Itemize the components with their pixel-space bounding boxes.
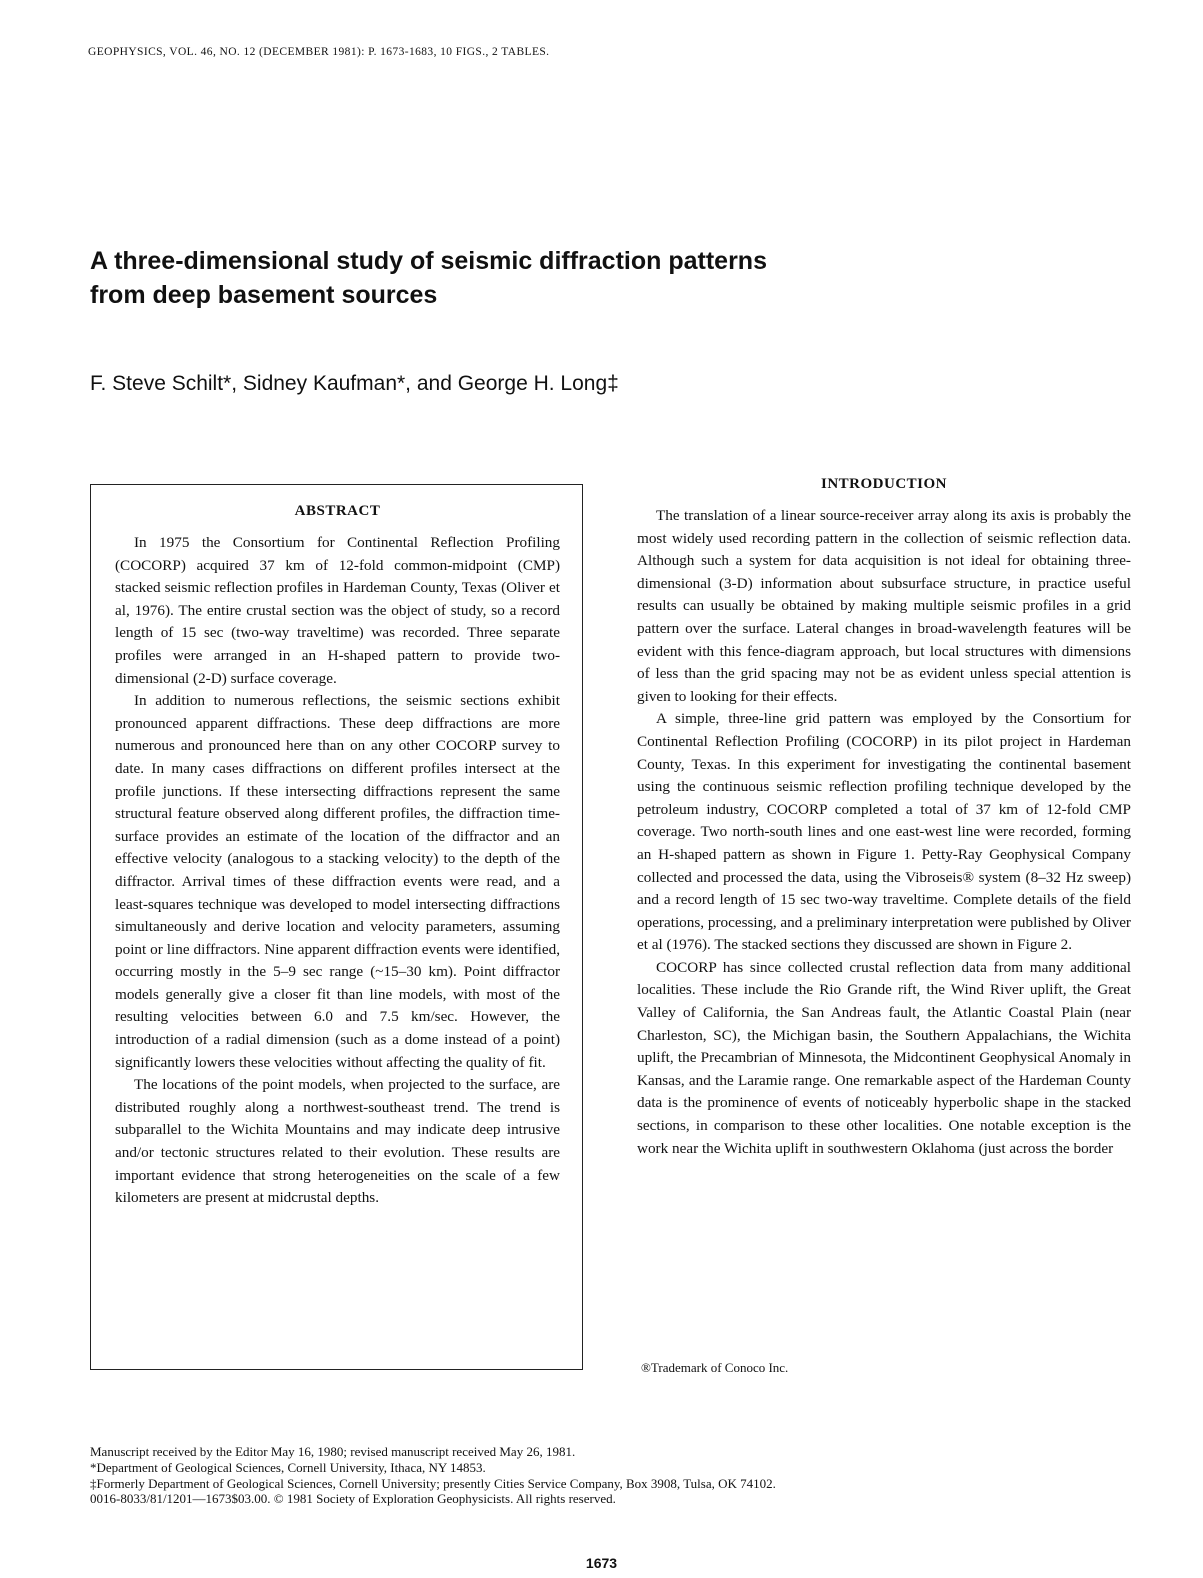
copyright-note: 0016-8033/81/1201—1673$03.00. © 1981 Society of Exploration Geophysicists. All rights reserved. xyxy=(90,1491,616,1507)
abstract-box xyxy=(90,484,583,1370)
affiliation-note: ‡Formerly Department of Geological Sciences, Cornell University; presently Cities Service Company, Box 3908, Tulsa, OK 74102. xyxy=(90,1475,776,1491)
introduction-section xyxy=(637,476,1131,1160)
affiliation-note: *Department of Geological Sciences, Cornell University, Ithaca, NY 14853. xyxy=(90,1459,486,1475)
introduction-paragraph: A simple, three-line grid pattern was employed by the Consortium for Continental Reflection Profiling (COCORP) in its pilot project in Hardeman County, Texas. In this experiment for investigating the continental basement using the continuous seismic reflection profiling technique developed by the petroleum industry, COCORP completed a total of 37 km of 12-fold CMP coverage. Two north-south lines and one east-west line were recorded, forming an H-shaped pattern as shown in Figure 1. Petty-Ray Geophysical Company collected and processed the data, using the Vibroseis® system (8–32 Hz sweep) and a record length of 15 sec two-way traveltime. Complete details of the field operations, processing, and a preliminary interpretation were published by Oliver et al (1976). The stacked sections they discussed are shown in Figure 2. xyxy=(637,710,1131,954)
title-line-2: from deep basement sources xyxy=(90,281,438,309)
page-number: 1673 xyxy=(585,1555,618,1571)
abstract-paragraph: In 1975 the Consortium for Continental Reflection Profiling (COCORP) acquired 37 km of 12-fold common-midpoint (CMP) stacked seismic reflection profiles in Hardeman County, Texas (Oliver et al, 1976). The entire crustal section was the object of study, so a record length of 15 sec (two-way traveltime) was recorded. Three separate profiles were arranged in an H-shaped pattern to provide two-dimensional (2-D) surface coverage. xyxy=(115,534,560,687)
abstract-paragraph: The locations of the point models, when projected to the surface, are distributed roughly along a northwest-southeast trend. The trend is subparallel to the Wichita Mountains and may indicate deep intrusive and/or tectonic structures related to their evolution. These results are important evidence that strong heterogeneities on the scale of a few kilometers are present at midcrustal depths. xyxy=(115,1076,560,1207)
introduction-paragraph: The translation of a linear source-receiver array along its axis is probably the most widely used recording pattern in the collection of seismic reflection data. Although such a system for data acquisition is not ideal for obtaining three-dimensional (3-D) information about subsurface structure, in practice useful results can usually be obtained by making multiple seismic profiles in a grid pattern over the surface. Lateral changes in broad-wavelength features will be evident with this fence-diagram approach, but local structures with dimensions of less than the grid spacing may not be as evident unless special attention is given to looking for their effects. xyxy=(637,507,1131,705)
author-list: F. Steve Schilt*, Sidney Kaufman*, and George H. Long‡ xyxy=(90,372,619,395)
abstract-heading: ABSTRACT xyxy=(294,503,381,519)
trademark-footnote: ®Trademark of Conoco Inc. xyxy=(641,1360,789,1375)
running-head: GEOPHYSICS, VOL. 46, NO. 12 (DECEMBER 1981): P. 1673-1683, 10 FIGS., 2 TABLES. xyxy=(88,46,550,58)
manuscript-note: Manuscript received by the Editor May 16, 1980; revised manuscript received May 26, 1981. xyxy=(90,1444,576,1459)
footnotes xyxy=(90,1444,1110,1507)
introduction-heading: INTRODUCTION xyxy=(820,476,947,492)
title-line-1: A three-dimensional study of seismic diffraction patterns xyxy=(90,247,767,275)
introduction-paragraph: COCORP has since collected crustal reflection data from many additional localities. These include the Rio Grande rift, the Wind River uplift, the Great Valley of California, the San Andreas fault, the Atlantic Coastal Plain (near Charleston, SC), the Michigan basin, the Southern Appalachians, the Wichita uplift, the Precambrian of Minnesota, the Midcontinent Geophysical Anomaly in Kansas, and the Laramie range. One remarkable aspect of the Hardeman County data is the prominence of events of noticeably hyperbolic shape in the stacked sections, in comparison to these other localities. One notable exception is the work near the Wichita uplift in southwestern Oklahoma (just across the border xyxy=(637,958,1131,1157)
abstract-paragraph: In addition to numerous reflections, the seismic sections exhibit pronounced apparent diffractions. These deep diffractions are more numerous and pronounced here than on any other COCORP survey to date. In many cases diffractions on different profiles intersect at the profile junctions. If these intersecting diffractions represent the same structural feature observed along different profiles, the diffraction time-surface provides an estimate of the location of the diffractor and an effective velocity (analogous to a stacking velocity) to the depth of the diffractor. Arrival times of these diffraction events were read, and a least-squares technique was developed to model intersecting diffractions simultaneously and derive location and velocity parameters, assuming point or line diffractors. Nine apparent diffraction events were identified, occurring mostly in the 5–9 sec range (~15–30 km). Point diffractor models generally give a closer fit than line models, with most of the resulting velocities between 6.0 and 7.5 km/sec. However, the introduction of a radial dimension (such as a dome instead of a point) significantly lowers these velocities without affecting the quality of fit. xyxy=(115,692,560,1071)
paper-title xyxy=(90,244,990,312)
